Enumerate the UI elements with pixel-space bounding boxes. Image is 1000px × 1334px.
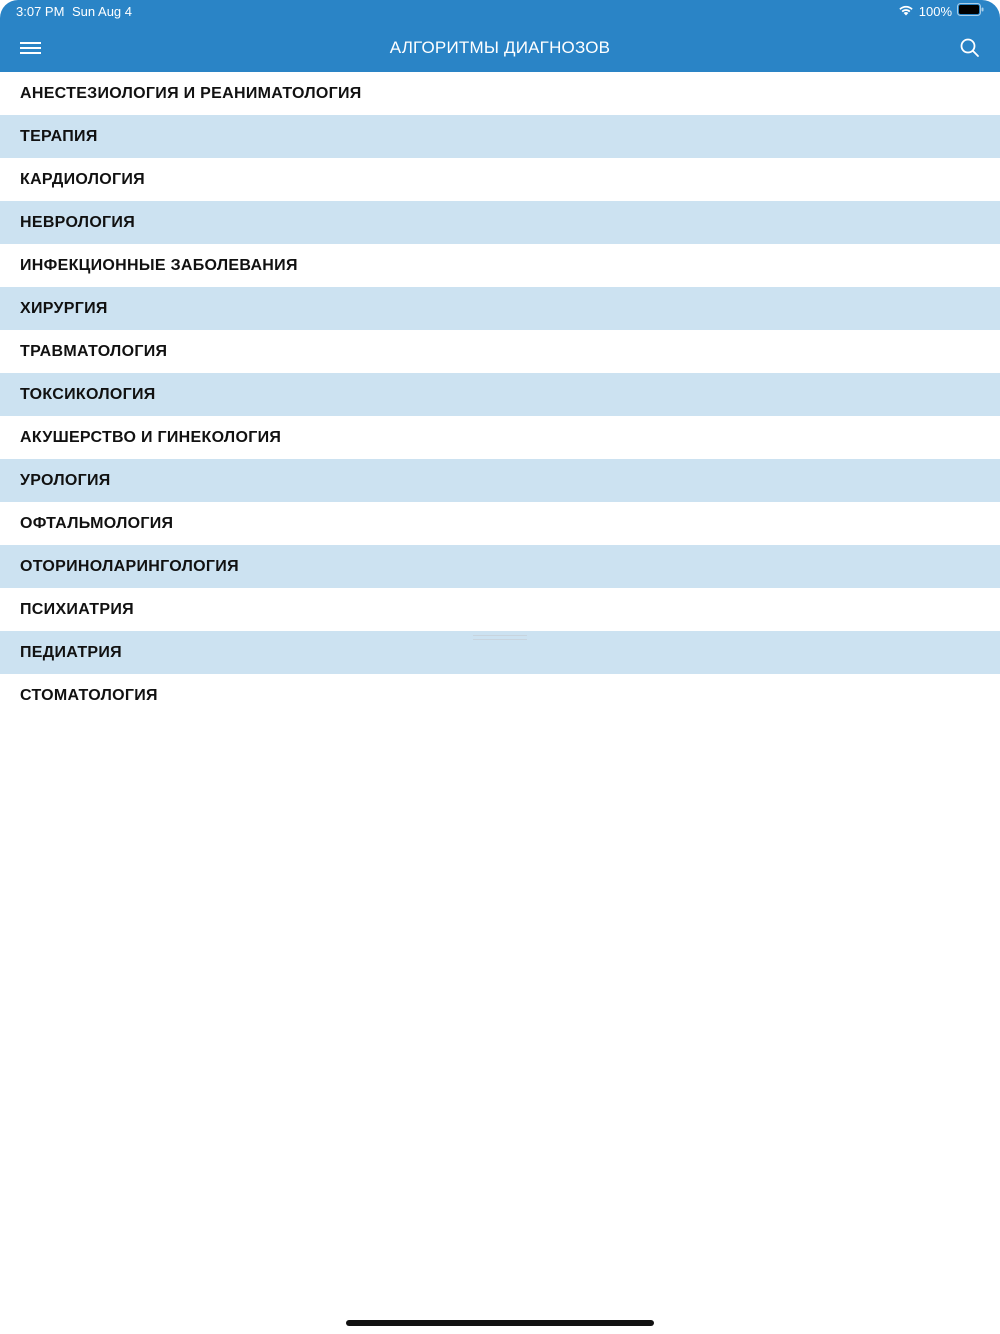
category-item-therapy[interactable]: [0, 115, 1000, 158]
category-label: ИНФЕКЦИОННЫЕ ЗАБОЛЕВАНИЯ: [20, 256, 298, 274]
hamburger-menu-icon: [18, 47, 44, 64]
category-label: УРОЛОГИЯ: [20, 471, 111, 489]
category-item-anesthesiology[interactable]: [0, 72, 1000, 115]
status-indicators: [898, 3, 984, 19]
category-label: ТРАВМАТОЛОГИЯ: [20, 342, 168, 360]
battery-icon: [957, 3, 984, 19]
category-item-urology[interactable]: [0, 459, 1000, 502]
category-label: СТОМАТОЛОГИЯ: [20, 686, 158, 704]
status-bar: [0, 0, 1000, 24]
category-item-infectious-diseases[interactable]: [0, 244, 1000, 287]
category-item-toxicology[interactable]: [0, 373, 1000, 416]
category-label: ХИРУРГИЯ: [20, 299, 108, 317]
split-view-grabber[interactable]: [473, 635, 527, 640]
wifi-icon: [898, 4, 914, 19]
category-label: ПСИХИАТРИЯ: [20, 600, 134, 618]
category-item-neurology[interactable]: [0, 201, 1000, 244]
category-item-ophthalmology[interactable]: [0, 502, 1000, 545]
category-item-obstetrics-gynecology[interactable]: [0, 416, 1000, 459]
category-item-surgery[interactable]: [0, 287, 1000, 330]
category-list: [0, 72, 1000, 717]
app-header: [0, 0, 1000, 72]
category-label: ОФТАЛЬМОЛОГИЯ: [20, 514, 174, 532]
category-label: ТОКСИКОЛОГИЯ: [20, 385, 156, 403]
search-icon: [958, 47, 982, 64]
category-item-psychiatry[interactable]: [0, 588, 1000, 631]
category-label: АНЕСТЕЗИОЛОГИЯ И РЕАНИМАТОЛОГИЯ: [20, 84, 362, 102]
category-item-stomatology[interactable]: [0, 674, 1000, 717]
category-item-traumatology[interactable]: [0, 330, 1000, 373]
category-item-otorhinolaryngology[interactable]: [0, 545, 1000, 588]
category-label: НЕВРОЛОГИЯ: [20, 213, 136, 231]
status-date: Sun Aug 4: [72, 4, 132, 19]
category-item-cardiology[interactable]: [0, 158, 1000, 201]
home-indicator[interactable]: [346, 1320, 654, 1326]
category-label: ОТОРИНОЛАРИНГОЛОГИЯ: [20, 557, 239, 575]
status-time: 3:07 PM: [16, 4, 65, 19]
category-label: ПЕДИАТРИЯ: [20, 643, 122, 661]
page-title: АЛГОРИТМЫ ДИАГНОЗОВ: [389, 38, 611, 57]
navigation-bar: [0, 24, 1000, 72]
menu-button[interactable]: [18, 36, 44, 60]
category-label: ТЕРАПИЯ: [20, 127, 98, 145]
battery-percentage: 100%: [918, 3, 952, 19]
search-button[interactable]: [958, 36, 982, 60]
category-label: КАРДИОЛОГИЯ: [20, 170, 145, 188]
category-label: АКУШЕРСТВО И ГИНЕКОЛОГИЯ: [20, 428, 282, 446]
